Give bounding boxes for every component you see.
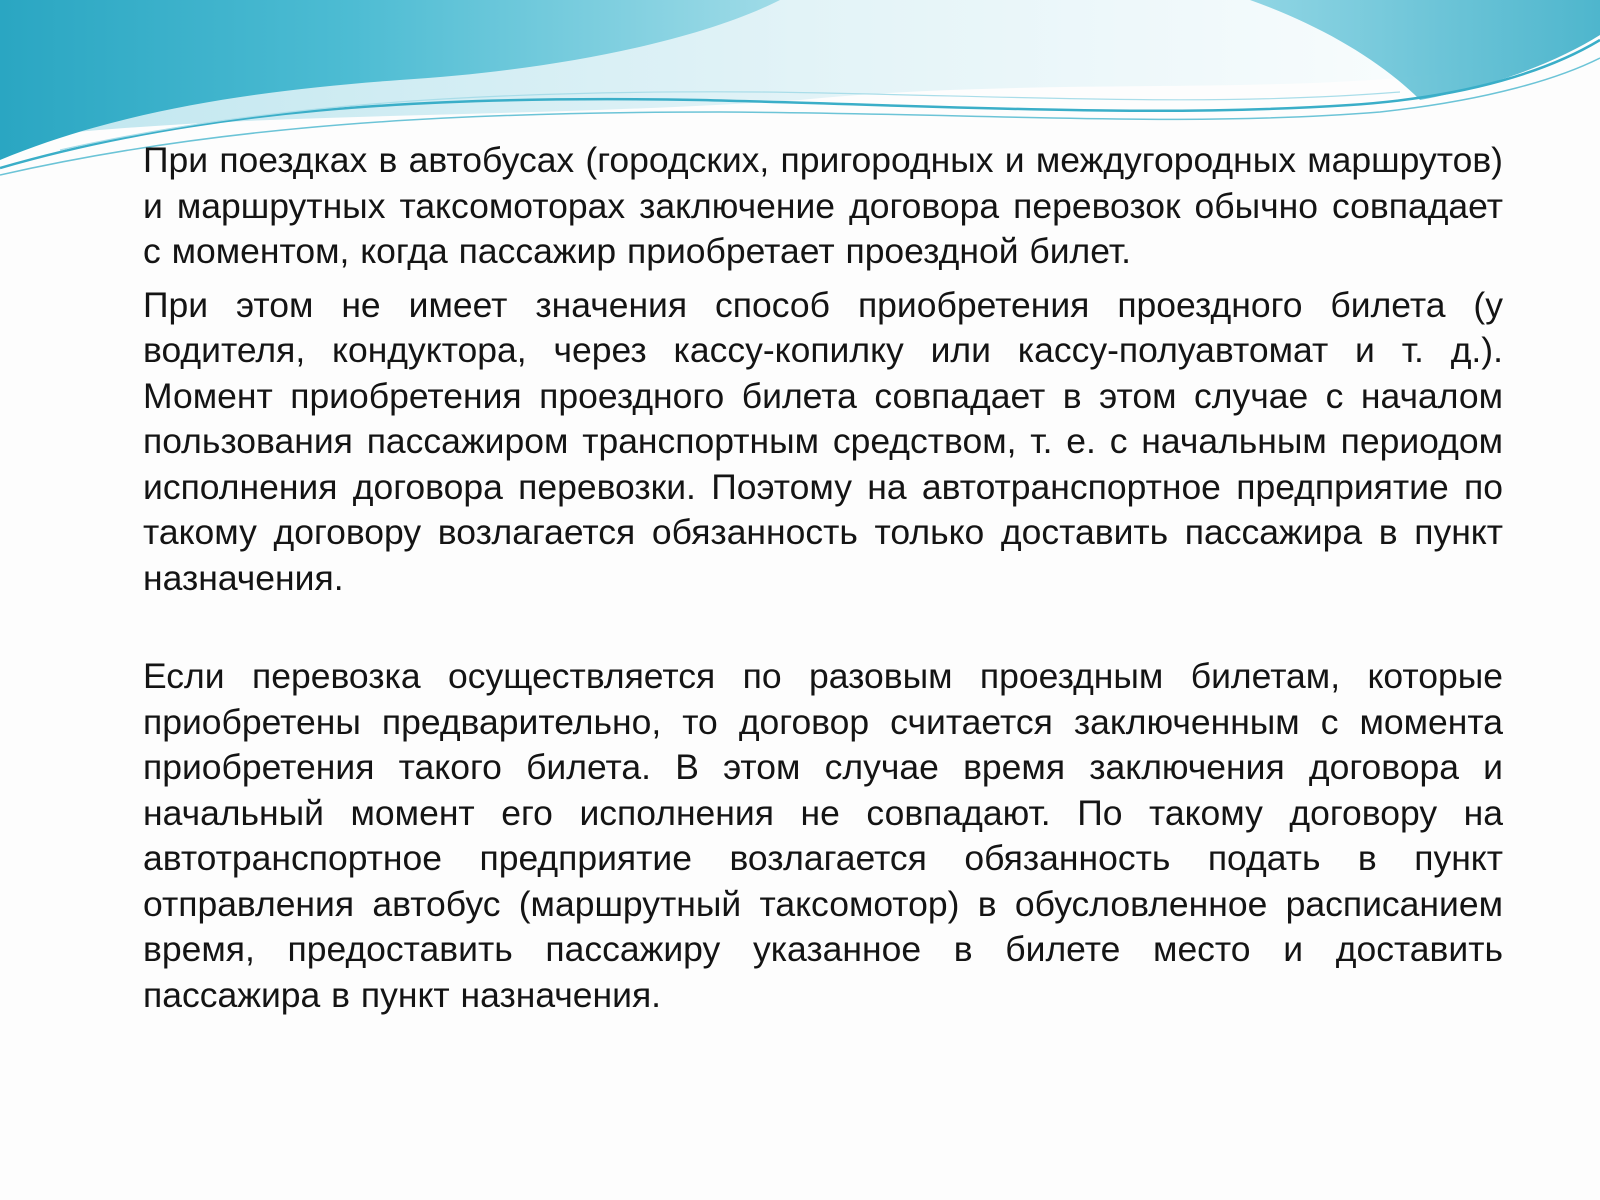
- slide-body-text: [143, 138, 1503, 1018]
- paragraph-1: При поездках в автобусах (городских, пригородных и междугородных маршрутов) и маршрутных таксомоторах заключение договора перевозок обычно совпадает с моментом, когда пассажир приобретает проездной билет.: [143, 140, 1503, 271]
- paragraph-3: Если перевозка осуществляется по разовым проездным билетам, которые приобретены предварительно, то договор считается заключенным с момента приобретения такого билета. В этом случае время заключения договора и начальный момент его исполнения не совпадают. По такому договору на автотранспортное предприятие возлагается обязанность подать в пункт отправления автобус (маршрутный таксомотор) в обусловленное расписанием время, предоставить пассажиру указанное в билете место и доставить пассажира в пункт назначения.: [143, 656, 1503, 1015]
- paragraph-2: При этом не имеет значения способ приобретения проездного билета (у водителя, кондуктора, через кассу-копилку или кассу-полуавтомат и т. д.). Момент приобретения проездного билета совпадает в этом случае с началом пользования пассажиром транспортным средством, т. е. с начальным периодом исполнения договора перевозки. Поэтому на автотранспортное предприятие по такому договору возлагается обязанность только доставить пассажира в пункт назначения.: [143, 284, 1503, 598]
